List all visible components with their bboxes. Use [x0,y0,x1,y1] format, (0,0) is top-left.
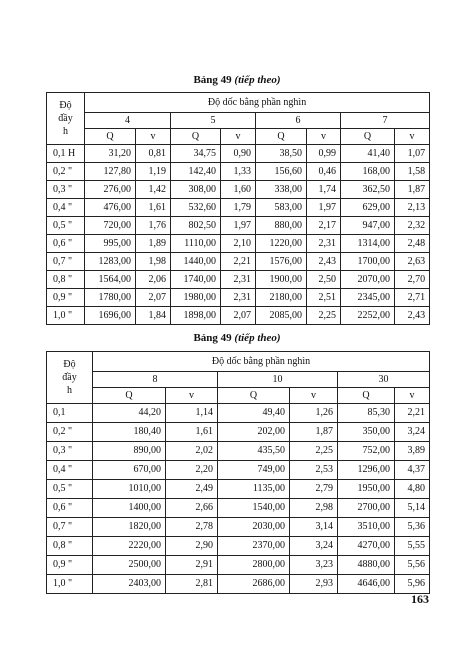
value-cell: 1,87 [395,181,430,199]
value-cell: 3510,00 [338,518,395,537]
value-cell: 1,07 [395,145,430,163]
value-cell: 180,40 [93,423,166,442]
value-cell: 1780,00 [85,289,136,307]
table2-slope-30: 30 [338,372,430,388]
table2 [46,351,430,594]
value-cell: 308,00 [171,181,221,199]
table-row [47,253,430,271]
value-cell: 3,24 [395,423,430,442]
value-cell: 2800,00 [218,556,290,575]
table-row [47,145,430,163]
value-cell: 947,00 [341,217,395,235]
value-cell: 2403,00 [93,575,166,594]
value-cell: 34,75 [171,145,221,163]
value-cell: 38,50 [256,145,307,163]
value-cell: 2,50 [307,271,341,289]
value-cell: 2,32 [395,217,430,235]
value-cell: 752,00 [338,442,395,461]
value-cell: 2,70 [395,271,430,289]
table2-qv-header: Q v Q v Q v [47,388,430,404]
value-cell: 2,25 [290,442,338,461]
value-cell: 890,00 [93,442,166,461]
depth-cell: 0,2 " [47,163,85,181]
value-cell: 532,60 [171,199,221,217]
depth-cell: 0,5 " [47,217,85,235]
value-cell: 2,06 [136,271,171,289]
value-cell: 1,87 [290,423,338,442]
value-cell: 127,80 [85,163,136,181]
value-cell: 2,25 [307,307,341,325]
value-cell: 2,07 [221,307,256,325]
page-number: 163 [411,592,429,606]
value-cell: 31,20 [85,145,136,163]
value-cell: 1,58 [395,163,430,181]
value-cell: 2,31 [307,235,341,253]
value-cell: 1,26 [290,404,338,423]
value-cell: 1,98 [136,253,171,271]
value-cell: 2,53 [290,461,338,480]
value-cell: 2220,00 [93,537,166,556]
table-row [47,404,430,423]
value-cell: 2030,00 [218,518,290,537]
table1-slope-6: 6 [256,113,341,129]
table-row [47,199,430,217]
table-row [47,480,430,499]
depth-cell: 0,9 " [47,289,85,307]
value-cell: 995,00 [85,235,136,253]
value-cell: 1,42 [136,181,171,199]
value-cell: 142,40 [171,163,221,181]
value-cell: 2,21 [395,404,430,423]
table-row [47,537,430,556]
depth-cell: 0,8 " [47,271,85,289]
value-cell: 476,00 [85,199,136,217]
table2-caption [0,332,474,344]
value-cell: 670,00 [93,461,166,480]
value-cell: 1,97 [307,199,341,217]
value-cell: 2345,00 [341,289,395,307]
value-cell: 2,71 [395,289,430,307]
value-cell: 749,00 [218,461,290,480]
table1-caption-sub: (tiếp theo) [234,74,281,86]
value-cell: 2,93 [290,575,338,594]
value-cell: 168,00 [341,163,395,181]
value-cell: 2,90 [166,537,218,556]
value-cell: 1564,00 [85,271,136,289]
table1-slope-4: 4 [85,113,171,129]
table-row [47,499,430,518]
table1-qv-header: Q v Q v Q v Q v [47,129,430,145]
value-cell: 2,31 [221,289,256,307]
value-cell: 5,14 [395,499,430,518]
value-cell: 720,00 [85,217,136,235]
depth-cell: 0,3 " [47,442,93,461]
depth-cell: 0,1 H [47,145,85,163]
value-cell: 202,00 [218,423,290,442]
table-row [47,442,430,461]
value-cell: 1696,00 [85,307,136,325]
value-cell: 1740,00 [171,271,221,289]
value-cell: 1,14 [166,404,218,423]
value-cell: 1296,00 [338,461,395,480]
table-row [47,163,430,181]
value-cell: 2085,00 [256,307,307,325]
value-cell: 629,00 [341,199,395,217]
depth-cell: 0,3 " [47,181,85,199]
value-cell: 2,63 [395,253,430,271]
value-cell: 1440,00 [171,253,221,271]
table1-depth-header: Độ đầy h [47,93,85,145]
depth-cell: 0,4 " [47,199,85,217]
value-cell: 0,90 [221,145,256,163]
table-row [47,518,430,537]
value-cell: 5,55 [395,537,430,556]
value-cell: 1576,00 [256,253,307,271]
depth-cell: 1,0 " [47,307,85,325]
value-cell: 5,36 [395,518,430,537]
value-cell: 0,99 [307,145,341,163]
table2-slope-8: 8 [93,372,218,388]
value-cell: 1,61 [136,199,171,217]
value-cell: 1,74 [307,181,341,199]
table2-slope-header: Độ dốc bằng phần nghìn [93,352,430,372]
table1-slope-header: Độ dốc bằng phần nghìn [85,93,430,113]
value-cell: 2,49 [166,480,218,499]
value-cell: 1,19 [136,163,171,181]
value-cell: 276,00 [85,181,136,199]
value-cell: 3,89 [395,442,430,461]
value-cell: 1,60 [221,181,256,199]
value-cell: 1950,00 [338,480,395,499]
value-cell: 1,33 [221,163,256,181]
table-row [47,181,430,199]
value-cell: 5,96 [395,575,430,594]
value-cell: 1400,00 [93,499,166,518]
value-cell: 2500,00 [93,556,166,575]
value-cell: 1220,00 [256,235,307,253]
value-cell: 2686,00 [218,575,290,594]
value-cell: 1980,00 [171,289,221,307]
value-cell: 0,46 [307,163,341,181]
value-cell: 1010,00 [93,480,166,499]
value-cell: 3,14 [290,518,338,537]
table2-slope-10: 10 [218,372,338,388]
value-cell: 2,91 [166,556,218,575]
table2-caption-main: Bảng 49 [193,332,232,344]
value-cell: 1110,00 [171,235,221,253]
depth-cell: 0,8 " [47,537,93,556]
value-cell: 4646,00 [338,575,395,594]
value-cell: 2,31 [221,271,256,289]
value-cell: 2,21 [221,253,256,271]
value-cell: 156,60 [256,163,307,181]
depth-cell: 0,7 " [47,253,85,271]
value-cell: 2700,00 [338,499,395,518]
value-cell: 1283,00 [85,253,136,271]
value-cell: 1,89 [136,235,171,253]
value-cell: 1,79 [221,199,256,217]
depth-cell: 0,1 [47,404,93,423]
value-cell: 1,76 [136,217,171,235]
value-cell: 583,00 [256,199,307,217]
table1-caption-main: Bảng 49 [193,74,232,86]
value-cell: 362,50 [341,181,395,199]
value-cell: 5,56 [395,556,430,575]
table-row [47,289,430,307]
value-cell: 44,20 [93,404,166,423]
value-cell: 41,40 [341,145,395,163]
depth-cell: 1,0 " [47,575,93,594]
value-cell: 1,61 [166,423,218,442]
depth-cell: 0,2 " [47,423,93,442]
depth-cell: 0,6 " [47,499,93,518]
table-row [47,575,430,594]
value-cell: 2,98 [290,499,338,518]
value-cell: 2,81 [166,575,218,594]
value-cell: 2,43 [395,307,430,325]
table-row [47,556,430,575]
value-cell: 880,00 [256,217,307,235]
value-cell: 1700,00 [341,253,395,271]
value-cell: 2,48 [395,235,430,253]
table-row [47,271,430,289]
value-cell: 2,20 [166,461,218,480]
value-cell: 2,07 [136,289,171,307]
value-cell: 2,13 [395,199,430,217]
value-cell: 4,37 [395,461,430,480]
depth-cell: 0,6 " [47,235,85,253]
value-cell: 2,10 [221,235,256,253]
value-cell: 1540,00 [218,499,290,518]
depth-cell: 0,9 " [47,556,93,575]
table-row [47,307,430,325]
value-cell: 2,17 [307,217,341,235]
value-cell: 1135,00 [218,480,290,499]
depth-cell: 0,5 " [47,480,93,499]
value-cell: 2,79 [290,480,338,499]
value-cell: 1,97 [221,217,256,235]
table2-caption-sub: (tiếp theo) [234,332,281,344]
table1-slope-5: 5 [171,113,256,129]
table-row [47,423,430,442]
table-row [47,235,430,253]
value-cell: 2070,00 [341,271,395,289]
value-cell: 85,30 [338,404,395,423]
value-cell: 802,50 [171,217,221,235]
value-cell: 350,00 [338,423,395,442]
table-row [47,217,430,235]
value-cell: 1,84 [136,307,171,325]
table1-slope-7: 7 [341,113,430,129]
table1 [46,92,430,325]
value-cell: 1820,00 [93,518,166,537]
value-cell: 2,51 [307,289,341,307]
value-cell: 2,78 [166,518,218,537]
value-cell: 3,23 [290,556,338,575]
value-cell: 0,81 [136,145,171,163]
table-row [47,461,430,480]
value-cell: 4270,00 [338,537,395,556]
value-cell: 2370,00 [218,537,290,556]
value-cell: 2252,00 [341,307,395,325]
value-cell: 4880,00 [338,556,395,575]
value-cell: 338,00 [256,181,307,199]
value-cell: 1898,00 [171,307,221,325]
value-cell: 2180,00 [256,289,307,307]
value-cell: 2,66 [166,499,218,518]
value-cell: 4,80 [395,480,430,499]
value-cell: 49,40 [218,404,290,423]
value-cell: 3,24 [290,537,338,556]
depth-cell: 0,4 " [47,461,93,480]
value-cell: 1314,00 [341,235,395,253]
value-cell: 435,50 [218,442,290,461]
table1-caption [0,74,474,86]
value-cell: 1900,00 [256,271,307,289]
depth-cell: 0,7 " [47,518,93,537]
table2-depth-header: Độ đầy h [47,352,93,404]
value-cell: 2,02 [166,442,218,461]
value-cell: 2,43 [307,253,341,271]
